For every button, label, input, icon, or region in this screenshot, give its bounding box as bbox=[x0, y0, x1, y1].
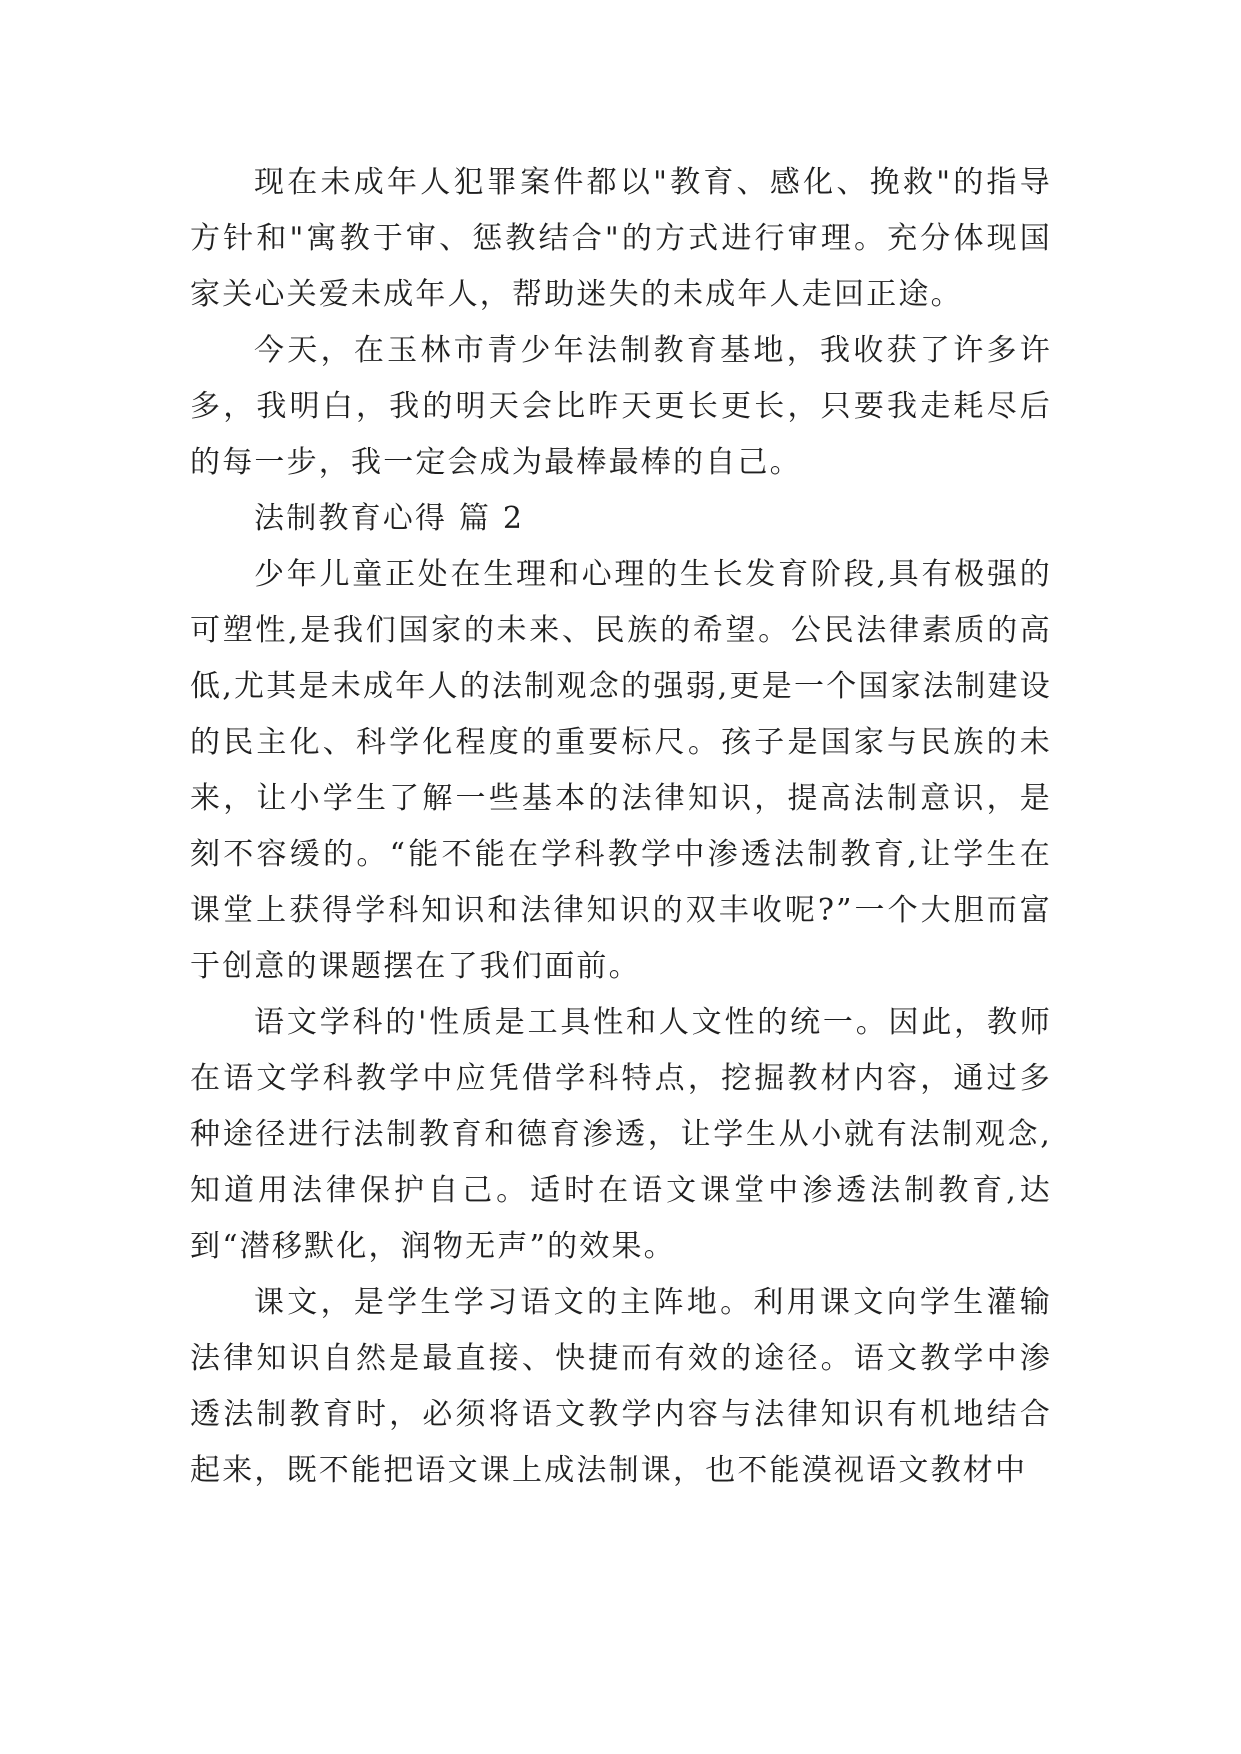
section-heading: 法制教育心得 篇 2 bbox=[254, 501, 525, 536]
paragraph-chinese-subject-nature: 语文学科的'性质是工具性和人文性的统一。因此，教师在语文学科教学中应凭借学科特点，挖掘教材内容，通过多种途径进行法制教育和德育渗透，让学生从小就有法制观念,知道用法律保护自己。适时在语文课堂中渗透法制教育,达到“潜移默化，润物无声”的效果。 bbox=[190, 1005, 1052, 1264]
paragraph-textbook-approach: 课文，是学生学习语文的主阵地。利用课文向学生灌输法律知识自然是最直接、快捷而有效的途径。语文教学中渗透法制教育时，必须将语文教学内容与法律知识有机地结合起来，既不能把语文课上成法制课，也不能漠视语文教材中 bbox=[190, 1285, 1052, 1488]
paragraph-sentencing-policy: 现在未成年人犯罪案件都以"教育、感化、挽救"的指导方针和"寓教于审、惩教结合"的方式进行审理。充分体现国家关心关爱未成年人，帮助迷失的未成年人走回正途。 bbox=[190, 165, 1052, 312]
document-body bbox=[190, 155, 1052, 1499]
paragraph-children-legal-awareness: 少年儿童正处在生理和心理的生长发育阶段,具有极强的可塑性,是我们国家的未来、民族的希望。公民法律素质的高低,尤其是未成年人的法制观念的强弱,更是一个国家法制建设的民主化、科学化程度的重要标尺。孩子是国家与民族的未来，让小学生了解一些基本的法律知识，提高法制意识，是刻不容缓的。“能不能在学科教学中渗透法制教育,让学生在课堂上获得学科知识和法律知识的双丰收呢?”一个大胆而富于创意的课题摆在了我们面前。 bbox=[190, 557, 1052, 984]
paragraph-reflection: 今天，在玉林市青少年法制教育基地，我收获了许多许多，我明白，我的明天会比昨天更长更长，只要我走耗尽后的每一步，我一定会成为最棒最棒的自己。 bbox=[190, 333, 1052, 480]
